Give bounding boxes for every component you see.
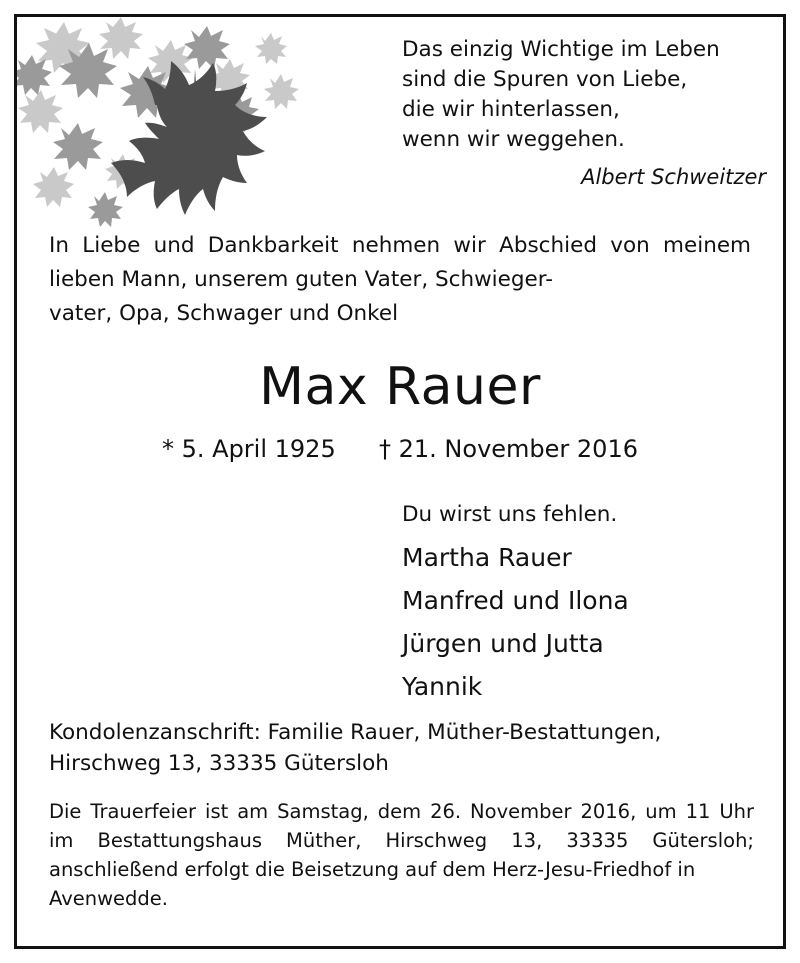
mourners-block [402, 494, 772, 708]
intro-paragraph [49, 229, 751, 331]
mourners-lead: Du wirst uns fehlen. [402, 502, 618, 527]
mourner-2: Manfred und Ilona [402, 586, 629, 615]
condolence-address [49, 717, 754, 779]
deceased-dates [17, 435, 783, 463]
quote-block [402, 35, 772, 189]
deceased-name: Max Rauer [259, 357, 541, 417]
mourner-4: Yannik [402, 672, 483, 701]
death-date: † 21. November 2016 [379, 435, 638, 463]
quote-line-3: die wir hinterlassen, [402, 97, 620, 122]
intro-text: In Liebe und Dankbarkeit nehmen wir Abschied von meinem lieben Mann, unserem guten Vater, Schwieger- [49, 233, 751, 292]
ceremony-last-line: Avenwedde. [49, 887, 168, 910]
condolence-line-2: Hirschweg 13, 33335 Gütersloh [49, 751, 389, 776]
quote-author: Albert Schweitzer [581, 165, 766, 189]
quote-line-1: Das einzig Wichtige im Leben [402, 37, 720, 62]
ceremony-text: Die Trauerfeier ist am Samstag, dem 26. November 2016, um 11 Uhr im Bestattungshaus Müther, Hirschweg 13, 33335 Gütersloh; anschließend erfolgt die Beisetzung auf dem Herz-Jesu-Friedhof in [49, 800, 754, 881]
quote-line-4: wenn wir weggehen. [402, 127, 625, 152]
quote-line-2: sind die Spuren von Liebe, [402, 67, 688, 92]
mourner-1: Martha Rauer [402, 543, 572, 572]
intro-last-line: vater, Opa, Schwager und Onkel [49, 301, 399, 326]
birth-date: * 5. April 1925 [162, 435, 336, 463]
ceremony-details [49, 797, 754, 913]
condolence-line-1: Kondolenzanschrift: Familie Rauer, Müther-Bestattungen, [49, 720, 662, 745]
notice-content [17, 17, 783, 946]
maple-leaves-ornament [17, 17, 357, 237]
mourner-3: Jürgen und Jutta [402, 629, 604, 658]
